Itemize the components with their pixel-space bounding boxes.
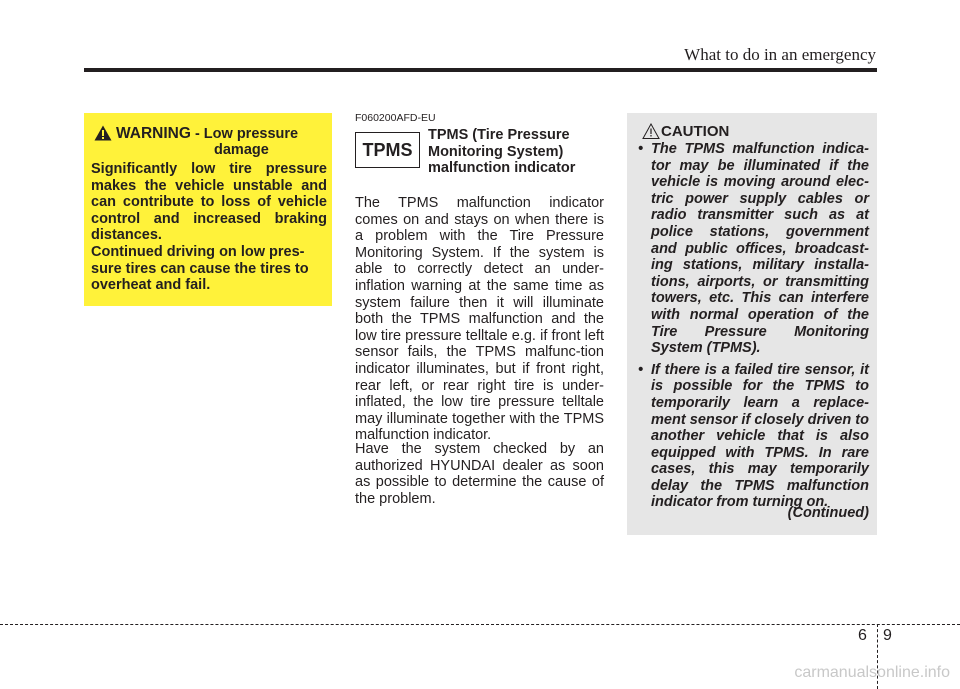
warning-box	[84, 113, 332, 306]
watermark: carmanualsonline.info	[794, 664, 950, 681]
warning-paragraph-1: Significantly low tire pressure makes the vehicle unstable and can contribute to loss of vehicle control and increased braking distances.	[91, 161, 327, 243]
chapter-number: 6	[858, 627, 867, 644]
caution-item-text: The TPMS malfunction indica-tor may be illuminated if the vehicle is moving around elec-tric power supply cables or radio transmitter such as at police stations, government and public offices, broadcast-ing stations, military installa-tions, airports, or transmitting towers, etc. This can interfere with normal operation of the Tire Pressure Monitoring System (TPMS).	[651, 141, 869, 357]
section-title: TPMS (Tire Pressure Monitoring System) malfunction indicator	[428, 127, 576, 176]
warning-heading-rest: - Low pressure	[190, 126, 299, 142]
warning-heading-line2: damage	[214, 142, 269, 158]
caution-item-text: If there is a failed tire sensor, it is possible for the TPMS to temporarily learn a replace-ment sensor if closely driven to another vehicle that is also equipped with TPMS. In rare cases, this may temporarily delay the TPMS malfunction indicator from turning on.	[651, 361, 869, 511]
continued-label: (Continued)	[787, 505, 869, 521]
page-number: 9	[883, 627, 892, 644]
body-paragraph-2: Have the system checked by an authorized HYUNDAI dealer as soon as possible to determine the cause of the problem.	[355, 441, 604, 507]
caution-heading: CAUTION	[661, 123, 730, 140]
header-rule	[84, 68, 877, 72]
footer-dashed-rule	[0, 624, 960, 625]
page-header-title: What to do in an emergency	[684, 45, 876, 64]
caution-box	[627, 113, 877, 535]
caution-list	[638, 141, 869, 516]
tpms-indicator-icon	[355, 132, 420, 168]
section-code: F060200AFD-EU	[355, 112, 436, 124]
bullet-icon: •	[638, 141, 644, 157]
tpms-icon-label: TPMS	[362, 139, 413, 160]
caution-item	[638, 141, 869, 357]
caution-item	[638, 362, 869, 511]
warning-heading-word: WARNING	[116, 125, 191, 142]
warning-paragraph-2: Continued driving on low pres-sure tires can cause the tires to overheat and fail.	[91, 244, 309, 293]
caution-triangle-icon	[642, 123, 660, 139]
warning-triangle-icon	[94, 125, 112, 141]
bullet-icon: •	[638, 361, 644, 378]
body-paragraph-1: The TPMS malfunction indicator comes on and stays on when there is a problem with the Tire Pressure Monitoring System. If the system is able to correctly detect an under-inflation warning at the same time as system failure then it will illuminate both the TPMS malfunction and the low tire pressure telltale e.g. if front left sensor fails, the TPMS malfunc-tion indicator illuminates, but if front right, rear left, or rear right tire is under-inflated, the low tire pressure telltale may illuminate together with the TPMS malfunction indicator.	[355, 195, 604, 444]
